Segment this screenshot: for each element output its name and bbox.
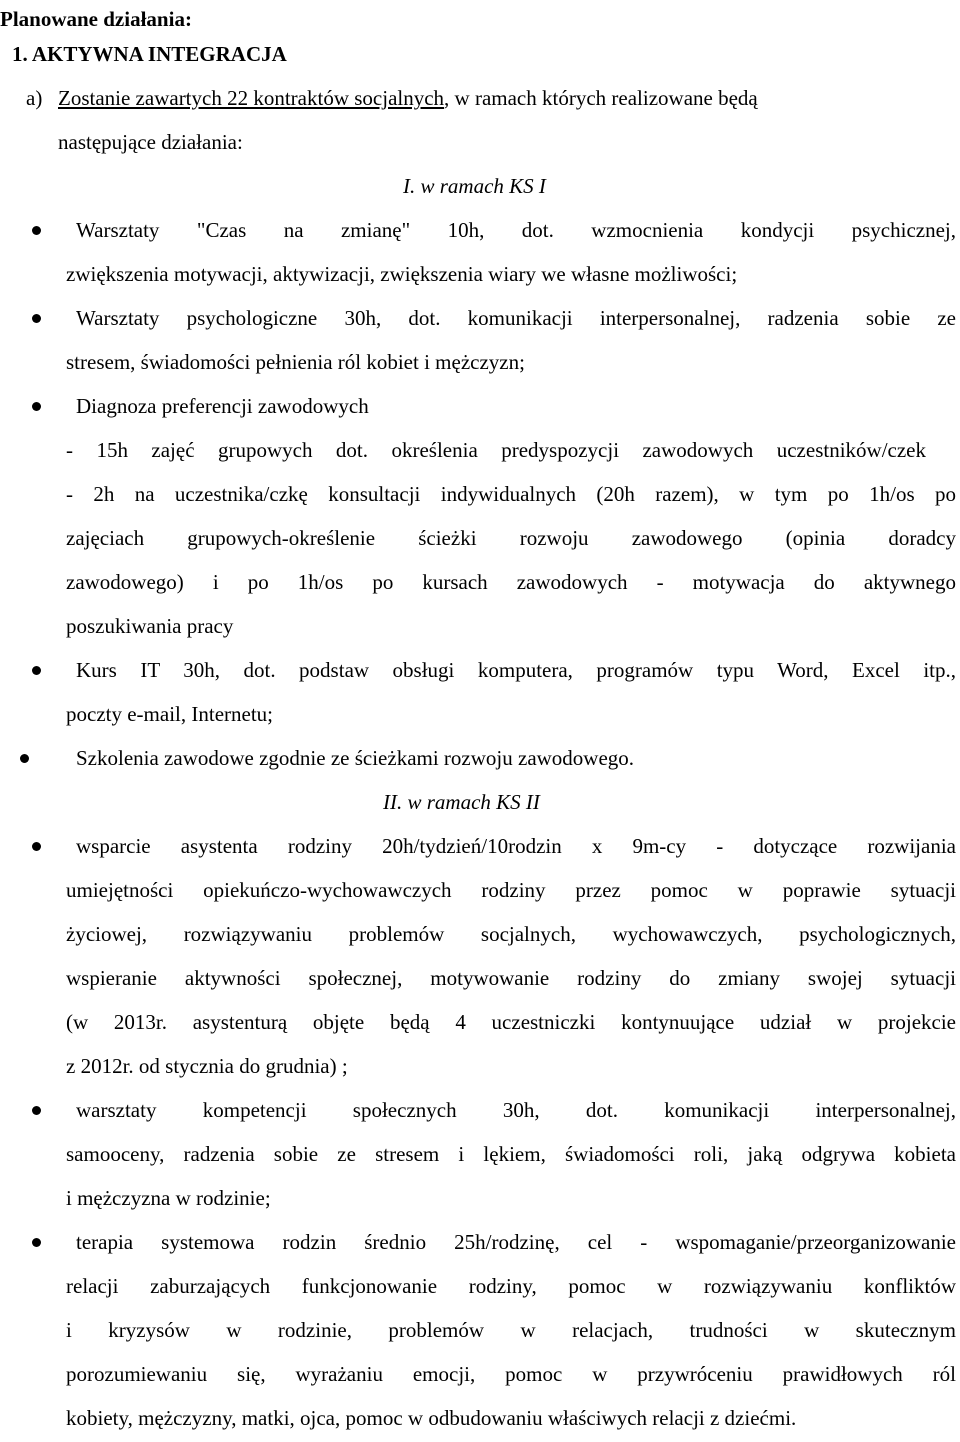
bullet-icon — [32, 1106, 41, 1115]
bullet-icon — [32, 666, 41, 675]
bullet-icon — [32, 402, 41, 411]
ks1-item-3-line-2: - 15h zajęć grupowych dot. określenia predyspozycji zawodowych uczestników/czek — [66, 438, 926, 462]
intro-underlined: Zostanie zawartych 22 kontraktów socjalnych — [58, 86, 445, 110]
ks1-item-3-line-3: - 2h na uczestnika/czkę konsultacji indywidualnych (20h razem), w tym po 1h/os po — [66, 482, 956, 506]
bullet-icon — [32, 314, 41, 323]
bullet-icon — [32, 842, 41, 851]
ks2-title: II. w ramach KS II — [383, 790, 540, 814]
intro-letter: a) — [26, 86, 43, 110]
ks2-item-2-line-2: samooceny, radzenia sobie ze stresem i lękiem, świadomości roli, jaką odgrywa kobieta — [66, 1142, 956, 1166]
ks1-item-2-line-2: stresem, świadomości pełnienia ról kobiet i mężczyzn; — [66, 350, 525, 374]
ks1-item-3-line-6: poszukiwania pracy — [66, 614, 234, 638]
intro-line-2: następujące działania: — [58, 130, 243, 154]
ks2-item-3-line-2: relacji zaburzających funkcjonowanie rodziny, pomoc w rozwiązywaniu konfliktów — [66, 1274, 956, 1298]
ks1-item-4-line-2: poczty e-mail, Internetu; — [66, 702, 273, 726]
ks2-item-3-line-5: kobiety, mężczyzny, matki, ojca, pomoc w odbudowaniu właściwych relacji z dziećmi. — [66, 1406, 797, 1430]
ks1-item-1-line-2: zwiększenia motywacji, aktywizacji, zwiększenia wiary we własne możliwości; — [66, 262, 738, 286]
ks2-item-2-line-1: warsztaty kompetencji społecznych 30h, dot. komunikacji interpersonalnej, — [76, 1098, 956, 1122]
ks2-item-3-line-4: porozumiewaniu się, wyrażaniu emocji, pomoc w przywróceniu prawidłowych ról — [66, 1362, 956, 1386]
ks2-item-1-line-3: życiowej, rozwiązywaniu problemów socjalnych, wychowawczych, psychologicznych, — [66, 922, 956, 946]
ks2-item-1-line-4: wspieranie aktywności społecznej, motywowanie rodziny do zmiany swojej sytuacji — [66, 966, 956, 990]
ks2-item-3-line-1: terapia systemowa rodzin średnio 25h/rodzinę, cel - wspomaganie/przeorganizowanie — [76, 1230, 956, 1254]
ks2-item-2-line-3: i mężczyzna w rodzinie; — [66, 1186, 271, 1210]
intro-rest: , w ramach których realizowane będą — [444, 86, 758, 110]
ks2-item-3-line-3: i kryzysów w rodzinie, problemów w relacjach, trudności w skutecznym — [66, 1318, 956, 1342]
ks2-item-1-line-1: wsparcie asystenta rodziny 20h/tydzień/10rodzin x 9m-cy - dotyczące rozwijania — [76, 834, 956, 858]
ks1-item-2-line-1: Warsztaty psychologiczne 30h, dot. komunikacji interpersonalnej, radzenia sobie ze — [76, 306, 956, 330]
ks1-item-5-line-1: Szkolenia zawodowe zgodnie ze ścieżkami rozwoju zawodowego. — [76, 746, 635, 770]
ks2-item-1-line-5: (w 2013r. asystenturą objęte będą 4 uczestniczki kontynuujące udział w projekcie — [66, 1010, 956, 1034]
ks1-item-3-line-4: zajęciach grupowych-określenie ścieżki rozwoju zawodowego (opinia doradcy — [66, 526, 956, 550]
ks2-item-1-line-2: umiejętności opiekuńczo-wychowawczych rodziny przez pomoc w poprawie sytuacji — [66, 878, 956, 902]
page-heading: Planowane działania: — [0, 7, 192, 31]
ks1-item-3-line-5: zawodowego) i po 1h/os po kursach zawodowych - motywacja do aktywnego — [66, 570, 956, 594]
section-title: 1. AKTYWNA INTEGRACJA — [12, 42, 287, 66]
bullet-icon — [20, 754, 29, 763]
bullet-icon — [32, 1238, 41, 1247]
intro-line-1 — [58, 85, 956, 111]
ks1-item-4-line-1: Kurs IT 30h, dot. podstaw obsługi komputera, programów typu Word, Excel itp., — [76, 658, 956, 682]
ks1-title: I. w ramach KS I — [403, 174, 546, 198]
ks1-item-3-line-1: Diagnoza preferencji zawodowych — [76, 394, 369, 418]
ks1-item-1-line-1: Warsztaty "Czas na zmianę" 10h, dot. wzmocnienia kondycji psychicznej, — [76, 218, 956, 242]
bullet-icon — [32, 226, 41, 235]
ks2-item-1-line-6: z 2012r. od stycznia do grudnia) ; — [66, 1054, 348, 1078]
